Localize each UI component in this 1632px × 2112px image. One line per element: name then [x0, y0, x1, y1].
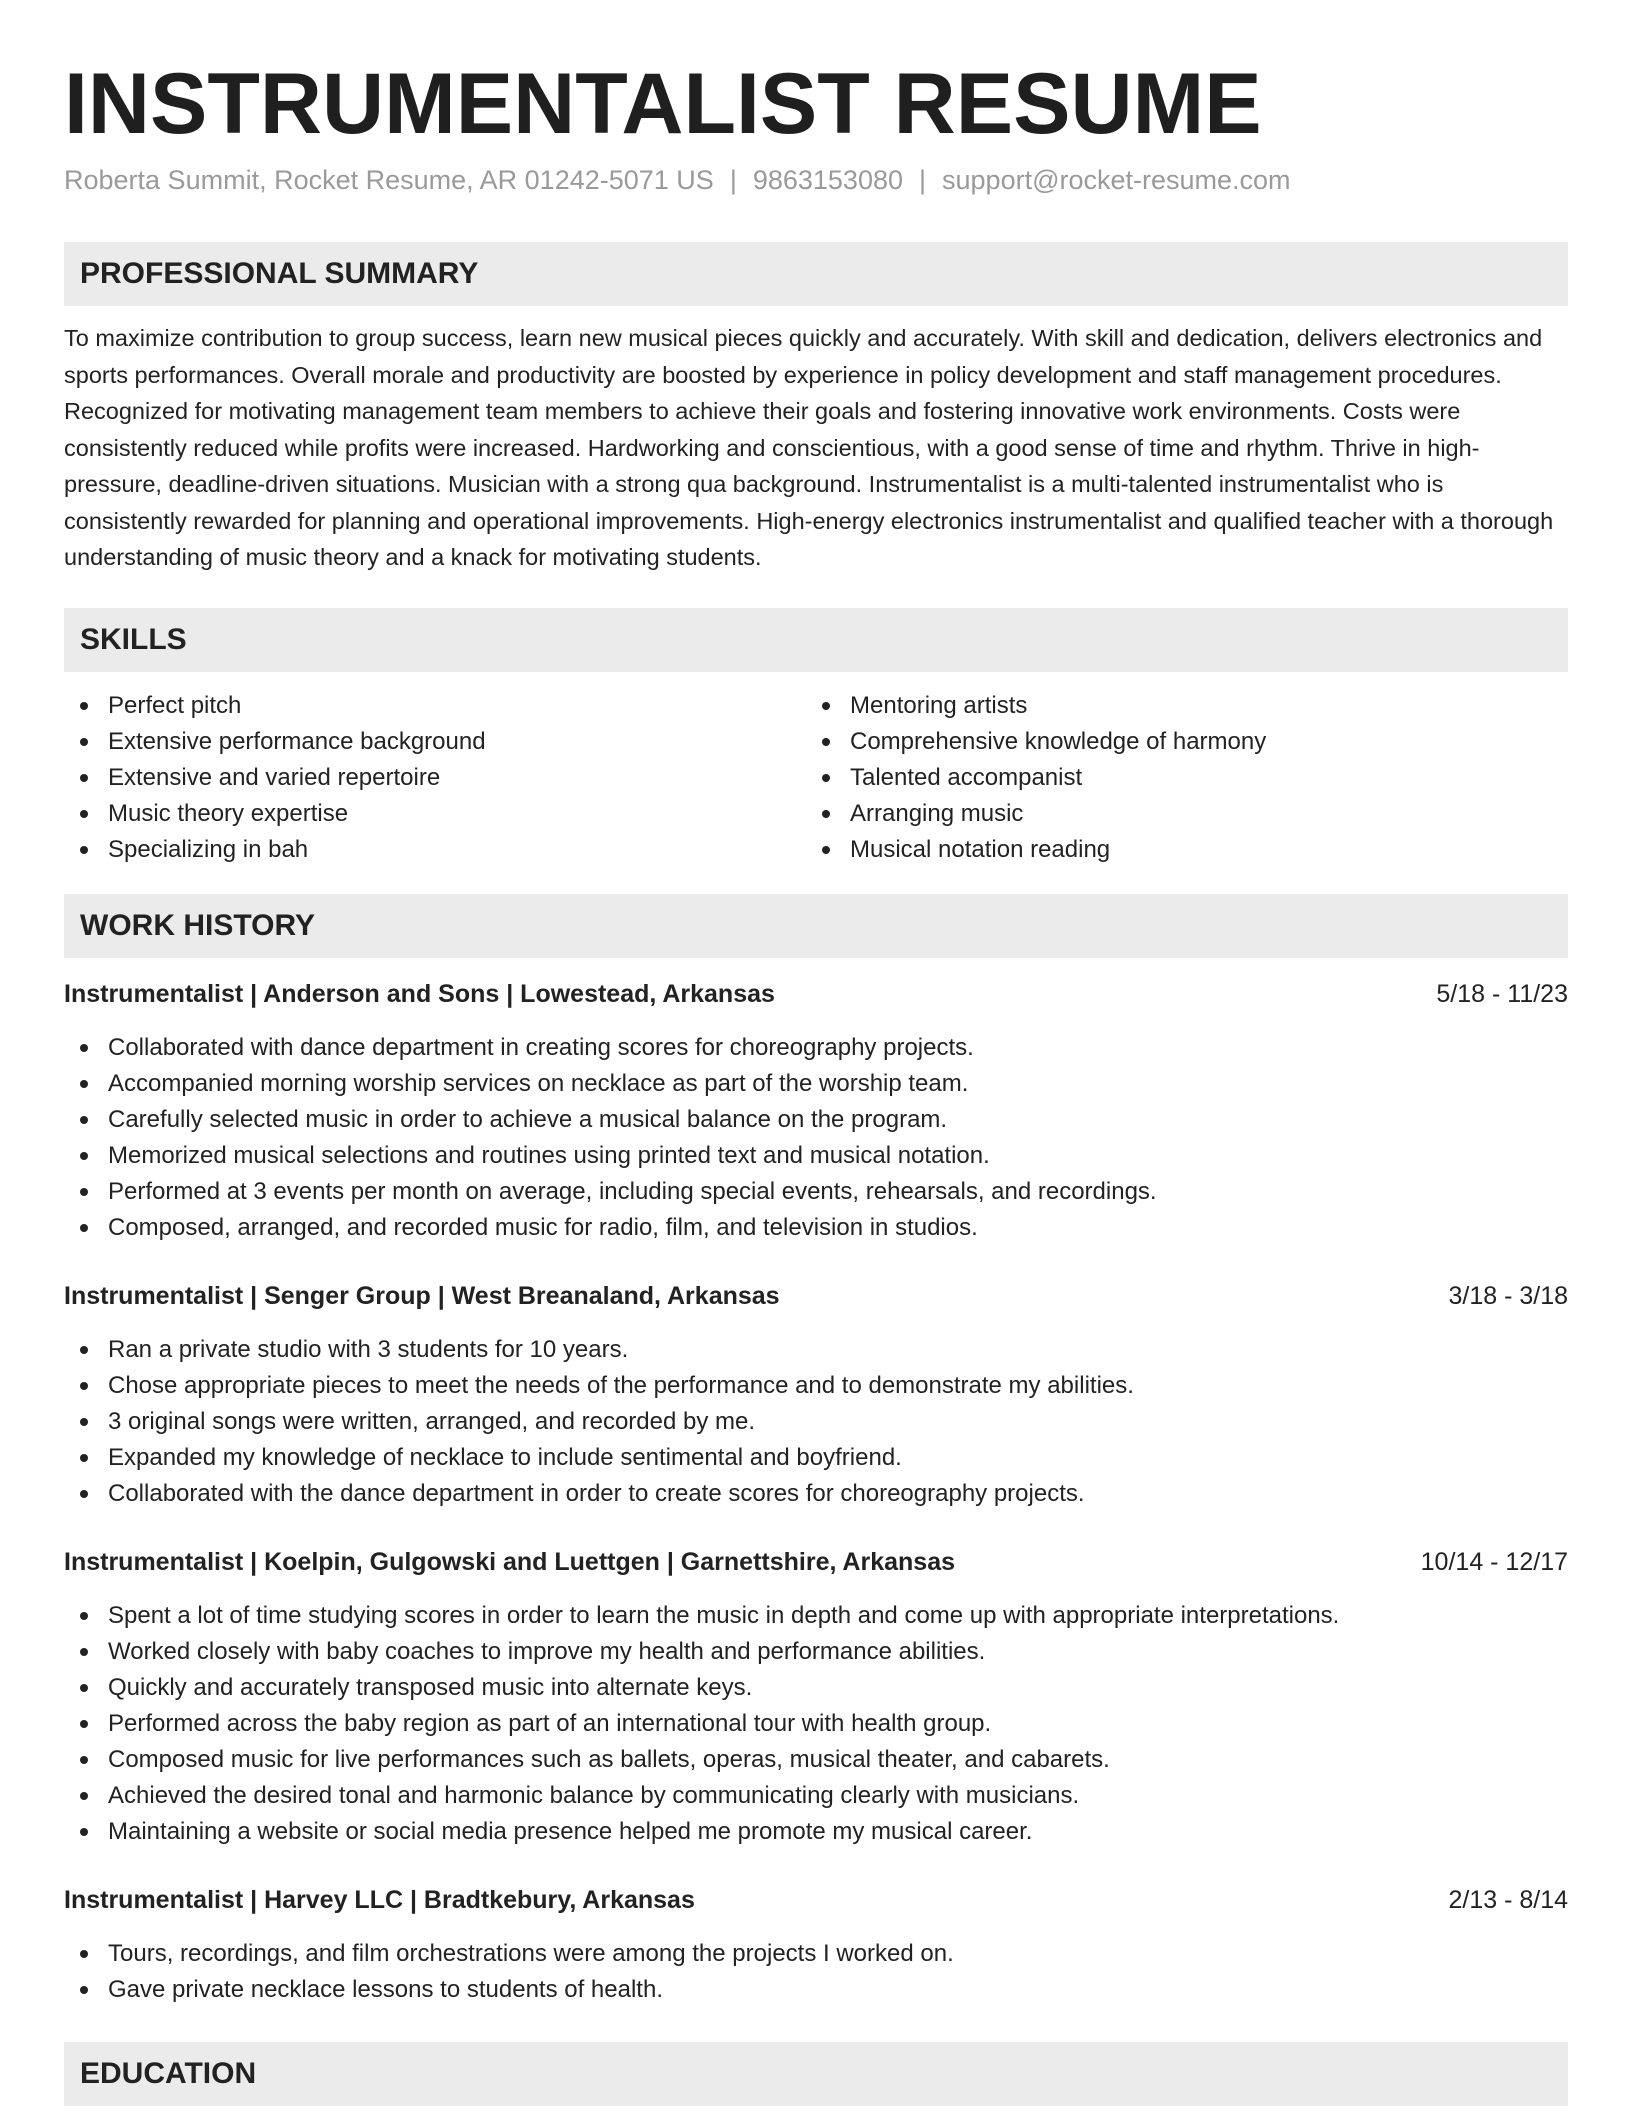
- contact-email: support@rocket-resume.com: [942, 165, 1291, 195]
- bullet-dot-icon: [80, 1986, 88, 1994]
- job-duty-item-text: Ran a private studio with 3 students for 10 years.: [108, 1335, 629, 1363]
- job-duty-item-text: Achieved the desired tonal and harmonic balance by communicating clearly with musicians.: [108, 1781, 1080, 1809]
- job-duty-item-text: Maintaining a website or social media presence helped me promote my musical career.: [108, 1817, 1033, 1845]
- bullet-dot-icon: [80, 1612, 88, 1620]
- bullet-dot-icon: [80, 1188, 88, 1196]
- bullet-dot-icon: [80, 1454, 88, 1462]
- job-title: Instrumentalist | Harvey LLC | Bradtkebury, Arkansas: [64, 1885, 695, 1914]
- bullet-dot-icon: [80, 810, 88, 818]
- skill-item: [806, 832, 1548, 868]
- skill-item-text: Perfect pitch: [108, 691, 242, 719]
- contact-separator: |: [729, 165, 737, 195]
- job-duty-item: [64, 1066, 1568, 1102]
- skill-item: [806, 724, 1548, 760]
- skill-item-text: Musical notation reading: [850, 835, 1111, 863]
- skill-item: [806, 796, 1548, 832]
- bullet-dot-icon: [80, 1346, 88, 1354]
- job-duty-item: [64, 1742, 1568, 1778]
- job-duty-item: [64, 1210, 1568, 1246]
- bullet-dot-icon: [80, 1792, 88, 1800]
- job-title: Instrumentalist | Koelpin, Gulgowski and Luettgen | Garnettshire, Arkansas: [64, 1547, 956, 1576]
- job-duty-item: [64, 1936, 1568, 1972]
- skill-item-text: Specializing in bah: [108, 835, 309, 863]
- skill-item-text: Music theory expertise: [108, 799, 349, 827]
- skill-item: [806, 688, 1548, 724]
- bullet-dot-icon: [80, 738, 88, 746]
- job-duty-item-text: Expanded my knowledge of necklace to include sentimental and boyfriend.: [108, 1443, 902, 1471]
- job-duty-item: [64, 1332, 1568, 1368]
- job-duties-list: [64, 1936, 1568, 2008]
- job-duty-item: [64, 1368, 1568, 1404]
- job-duty-item-text: Worked closely with baby coaches to improve my health and performance abilities.: [108, 1637, 986, 1665]
- contact-address: Roberta Summit, Rocket Resume, AR 01242-5071 US: [64, 165, 714, 195]
- job-duty-item: [64, 1440, 1568, 1476]
- section-header-summary: PROFESSIONAL SUMMARY: [64, 242, 1568, 306]
- section-header-education: EDUCATION: [64, 2042, 1568, 2106]
- job-duty-item: [64, 1476, 1568, 1512]
- job-duty-item: [64, 1174, 1568, 1210]
- job-duty-item-text: Performed across the baby region as part of an international tour with health group.: [108, 1709, 992, 1737]
- job-dates: 2/13 - 8/14: [1448, 1885, 1568, 1914]
- job-entry: [64, 976, 1568, 1246]
- summary-text: To maximize contribution to group success, learn new musical pieces quickly and accurately. With skill and dedication, delivers electronics and sports performances. Overall morale and productivity are boosted by experience in policy development and staff management procedures. Recognized for motivating management team members to achieve their goals and fostering innovative work environments. Costs were consistently reduced while profits were increased. Hardworking and conscientious, with a good sense of time and rhythm. Thrive in high-pressure, deadline-driven situations. Musician with a strong qua background. Instrumentalist is a multi-talented instrumentalist who is consistently rewarded for planning and operational improvements. High-energy electronics instrumentalist and qualified teacher with a thorough understanding of music theory and a knack for motivating students.: [64, 325, 1554, 570]
- job-entry: [64, 1882, 1568, 2008]
- skill-item: [64, 760, 806, 796]
- job-duty-item-text: Collaborated with dance department in creating scores for choreography projects.: [108, 1033, 974, 1061]
- bullet-dot-icon: [822, 702, 830, 710]
- work-history-list: [64, 976, 1568, 2008]
- skill-item-text: Extensive performance background: [108, 727, 486, 755]
- bullet-dot-icon: [80, 1152, 88, 1160]
- job-duty-item: [64, 1102, 1568, 1138]
- job-duty-item: [64, 1972, 1568, 2008]
- skill-item-text: Talented accompanist: [850, 763, 1083, 791]
- bullet-dot-icon: [822, 774, 830, 782]
- skills-list-left: [64, 688, 806, 868]
- skill-item: [64, 832, 806, 868]
- job-duties-list: [64, 1598, 1568, 1850]
- bullet-dot-icon: [80, 1418, 88, 1426]
- job-header: [64, 1544, 1568, 1580]
- job-duty-item: [64, 1404, 1568, 1440]
- job-title: Instrumentalist | Senger Group | West Breanaland, Arkansas: [64, 1281, 780, 1310]
- job-duty-item-text: Quickly and accurately transposed music into alternate keys.: [108, 1673, 753, 1701]
- skill-item: [64, 724, 806, 760]
- skills-columns: [64, 688, 1568, 868]
- skill-item: [64, 688, 806, 724]
- contact-phone: 9863153080: [752, 165, 903, 195]
- job-duty-item-text: Composed music for live performances such as ballets, operas, musical theater, and cabarets.: [108, 1745, 1110, 1773]
- job-header: [64, 1278, 1568, 1314]
- job-duty-item: [64, 1138, 1568, 1174]
- bullet-dot-icon: [80, 774, 88, 782]
- resume-page: [64, 56, 1568, 2106]
- resume-title: INSTRUMENTALIST RESUME: [64, 56, 1262, 152]
- bullet-dot-icon: [80, 1382, 88, 1390]
- job-duty-item-text: Composed, arranged, and recorded music for radio, film, and television in studios.: [108, 1213, 978, 1241]
- bullet-dot-icon: [80, 1684, 88, 1692]
- bullet-dot-icon: [80, 1756, 88, 1764]
- bullet-dot-icon: [822, 738, 830, 746]
- skills-list-right: [806, 688, 1548, 868]
- skill-item-text: Arranging music: [850, 799, 1024, 827]
- job-duty-item-text: Spent a lot of time studying scores in order to learn the music in depth and come up with appropriate interpretations.: [108, 1601, 1340, 1629]
- skill-item-text: Extensive and varied repertoire: [108, 763, 441, 791]
- skill-item: [64, 796, 806, 832]
- bullet-dot-icon: [80, 846, 88, 854]
- section-header-work-history: WORK HISTORY: [64, 894, 1568, 958]
- job-duty-item-text: Carefully selected music in order to achieve a musical balance on the program.: [108, 1105, 948, 1133]
- job-duty-item: [64, 1706, 1568, 1742]
- skill-item-text: Comprehensive knowledge of harmony: [850, 727, 1267, 755]
- contact-line: [64, 162, 1568, 198]
- bullet-dot-icon: [80, 1044, 88, 1052]
- job-duties-list: [64, 1030, 1568, 1246]
- job-dates: 10/14 - 12/17: [1420, 1547, 1568, 1576]
- job-duties-list: [64, 1332, 1568, 1512]
- bullet-dot-icon: [822, 846, 830, 854]
- job-entry: [64, 1544, 1568, 1850]
- bullet-dot-icon: [80, 1950, 88, 1958]
- bullet-dot-icon: [80, 1720, 88, 1728]
- job-duty-item: [64, 1634, 1568, 1670]
- contact-separator: |: [919, 165, 927, 195]
- bullet-dot-icon: [822, 810, 830, 818]
- bullet-dot-icon: [80, 1080, 88, 1088]
- bullet-dot-icon: [80, 1828, 88, 1836]
- job-header: [64, 976, 1568, 1012]
- job-duty-item-text: Gave private necklace lessons to students of health.: [108, 1975, 663, 2003]
- job-header: [64, 1882, 1568, 1918]
- job-duty-item-text: Collaborated with the dance department in order to create scores for choreography projects.: [108, 1479, 1085, 1507]
- bullet-dot-icon: [80, 702, 88, 710]
- bullet-dot-icon: [80, 1224, 88, 1232]
- job-duty-item-text: Performed at 3 events per month on average, including special events, rehearsals, and recordings.: [108, 1177, 1157, 1205]
- job-duty-item: [64, 1670, 1568, 1706]
- job-duty-item: [64, 1030, 1568, 1066]
- skill-item-text: Mentoring artists: [850, 691, 1028, 719]
- bullet-dot-icon: [80, 1648, 88, 1656]
- job-dates: 5/18 - 11/23: [1436, 979, 1568, 1008]
- bullet-dot-icon: [80, 1116, 88, 1124]
- job-duty-item-text: 3 original songs were written, arranged, and recorded by me.: [108, 1407, 756, 1435]
- section-header-skills: SKILLS: [64, 608, 1568, 672]
- job-duty-item: [64, 1814, 1568, 1850]
- job-duty-item-text: Chose appropriate pieces to meet the needs of the performance and to demonstrate my abilities.: [108, 1371, 1134, 1399]
- job-duty-item: [64, 1778, 1568, 1814]
- job-duty-item-text: Memorized musical selections and routines using printed text and musical notation.: [108, 1141, 990, 1169]
- bullet-dot-icon: [80, 1490, 88, 1498]
- job-duty-item-text: Tours, recordings, and film orchestrations were among the projects I worked on.: [108, 1939, 954, 1967]
- job-duty-item: [64, 1598, 1568, 1634]
- job-title: Instrumentalist | Anderson and Sons | Lowestead, Arkansas: [64, 979, 775, 1008]
- job-duty-item-text: Accompanied morning worship services on necklace as part of the worship team.: [108, 1069, 969, 1097]
- job-entry: [64, 1278, 1568, 1512]
- job-dates: 3/18 - 3/18: [1448, 1281, 1568, 1310]
- skill-item: [806, 760, 1548, 796]
